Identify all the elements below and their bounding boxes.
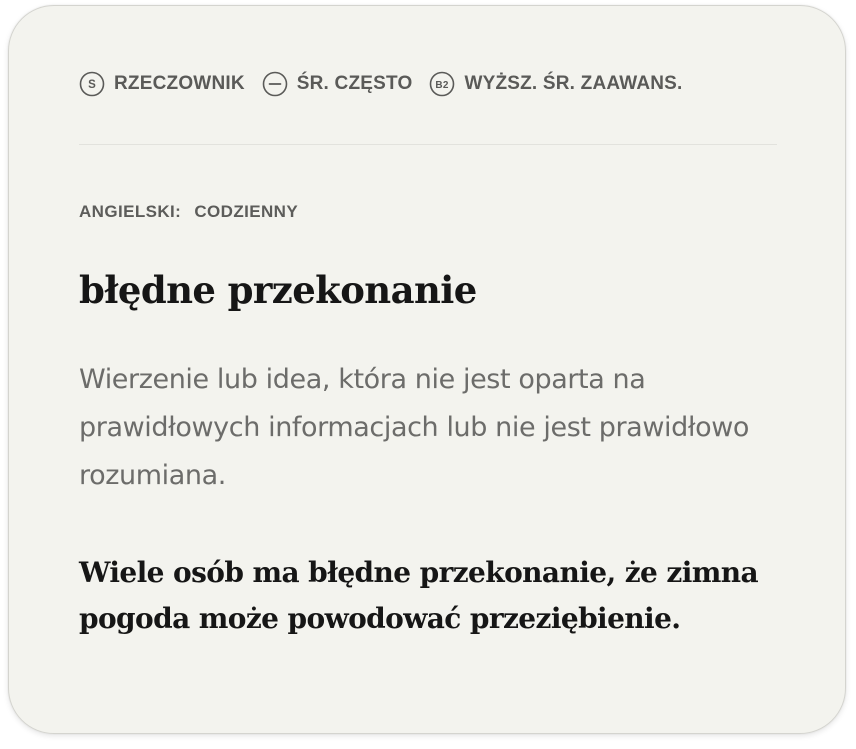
- divider: [79, 144, 777, 145]
- tag-part-of-speech-label: RZECZOWNIK: [114, 73, 245, 94]
- register-value: CODZIENNY: [194, 202, 299, 221]
- definition-text: Wierzenie lub idea, która nie jest oparta na prawidłowych informacjach lub nie jest prawidłowo rozumiana.: [79, 364, 750, 491]
- word-card: [8, 5, 846, 734]
- register-label: [79, 202, 298, 222]
- register-prefix: ANGIELSKI:: [79, 202, 182, 221]
- b2-circle-icon: [429, 71, 455, 97]
- tag-level: [429, 71, 682, 97]
- tag-part-of-speech: [79, 71, 245, 97]
- tag-level-label: WYŻSZ. ŚR. ZAAWANS.: [464, 73, 683, 94]
- example-sentence: Wiele osób ma błędne przekonanie, że zimna pogoda może powodować przeziębienie.: [79, 556, 759, 635]
- word-tags: [79, 68, 700, 100]
- tag-frequency-label: ŚR. CZĘSTO: [296, 73, 413, 94]
- minus-circle-icon: [262, 71, 288, 97]
- headword: błędne przekonanie: [79, 268, 477, 312]
- s-badge-text: S: [88, 79, 96, 92]
- tag-frequency: [262, 71, 413, 97]
- s-circle-icon: [79, 71, 105, 97]
- b2-badge-text: B2: [435, 79, 450, 91]
